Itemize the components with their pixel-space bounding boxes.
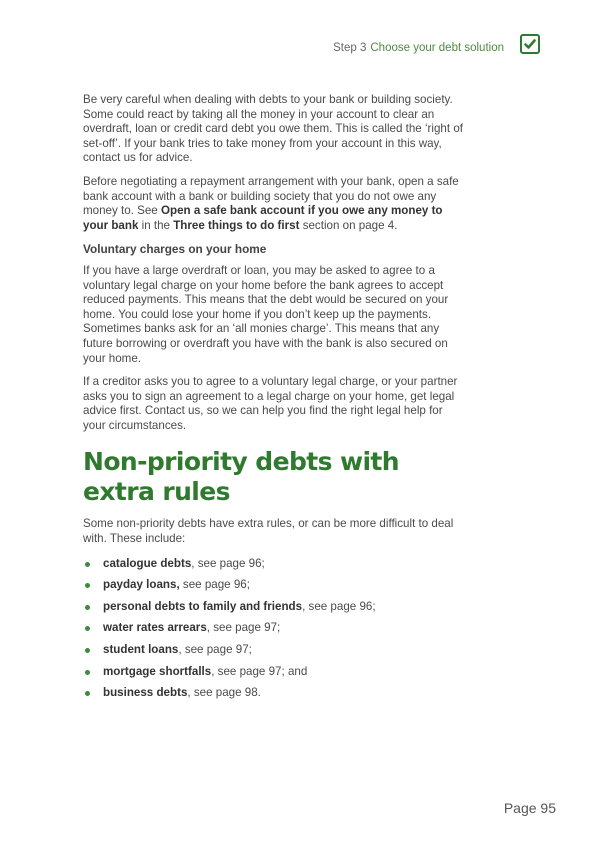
paragraph-safe-account [83,175,468,233]
item-ref: , see page 96; [302,599,376,613]
list-item [83,600,468,622]
text: Before negotiating a repayment arrangement with your bank, open a safe bank account with a bank or building society that you do not owe any money to. See [83,174,459,218]
body-text [83,93,468,708]
item-ref: see page 96; [179,578,250,592]
item-ref: , see page 97; [178,643,252,657]
paragraph-creditor-advice: If a creditor asks you to agree to a voluntary legal charge, or your partner asks you to sign an agreement to a legal charge on your home, get legal advice first. Contact us, so we can help you find the right legal help for your circumstances. [83,375,458,432]
item-term: personal debts to family and friends [103,599,303,613]
debt-list [83,557,468,708]
paragraph-bank-caution: Be very careful when dealing with debts to your bank or building society. Some could react by taking all the money in your account to clear an overdraft, loan or credit card debt you owe them. This is called the ‘right of set-off’. If your bank tries to take money from your account in this way, contact us for advice. [83,93,463,165]
step-label: Step 3 [333,42,367,54]
item-ref: , see page 96; [191,556,265,570]
section-intro: Some non-priority debts have extra rules, or can be more difficult to deal with. These include: [83,517,454,546]
text: in the [138,218,174,232]
item-ref: , see page 98. [187,686,261,700]
subheading-voluntary-charges: Voluntary charges on your home [83,242,267,257]
link-safe-account[interactable]: Open a safe bank account if you owe any money to your bank [83,204,443,232]
list-item [83,643,468,665]
list-item [83,621,468,643]
paragraph-voluntary-charge: If you have a large overdraft or loan, you may be asked to agree to a voluntary legal charge on your home before the bank agrees to accept reduced payments. This means that the debt would be secured on your home. You could lose your home if you don’t keep up the payments. Sometimes banks ask for an ‘all monies charge’. This means that any future borrowing or overdraft you have with the bank is also secured on your home. [83,263,449,365]
checkbox-icon [520,34,540,54]
list-item [83,578,468,600]
link-three-things[interactable]: Three things to do first [173,218,300,232]
text: section on page 4. [299,218,398,232]
page-number: Page 95 [503,800,556,816]
list-item [83,557,468,579]
item-term: payday loans, [103,578,180,592]
list-item [83,665,468,687]
item-ref: , see page 97; and [211,664,308,678]
item-term: mortgage shortfalls [103,664,212,678]
list-item [83,686,468,708]
item-term: student loans [103,643,179,657]
item-term: water rates arrears [103,621,207,635]
item-ref: , see page 97; [206,621,281,635]
running-header [333,42,504,54]
item-term: catalogue debts [103,556,192,570]
section-heading: Non-priority debts with extra rules [83,447,399,507]
step-title: Choose your debt solution [370,42,504,54]
item-term: business debts [103,686,188,700]
